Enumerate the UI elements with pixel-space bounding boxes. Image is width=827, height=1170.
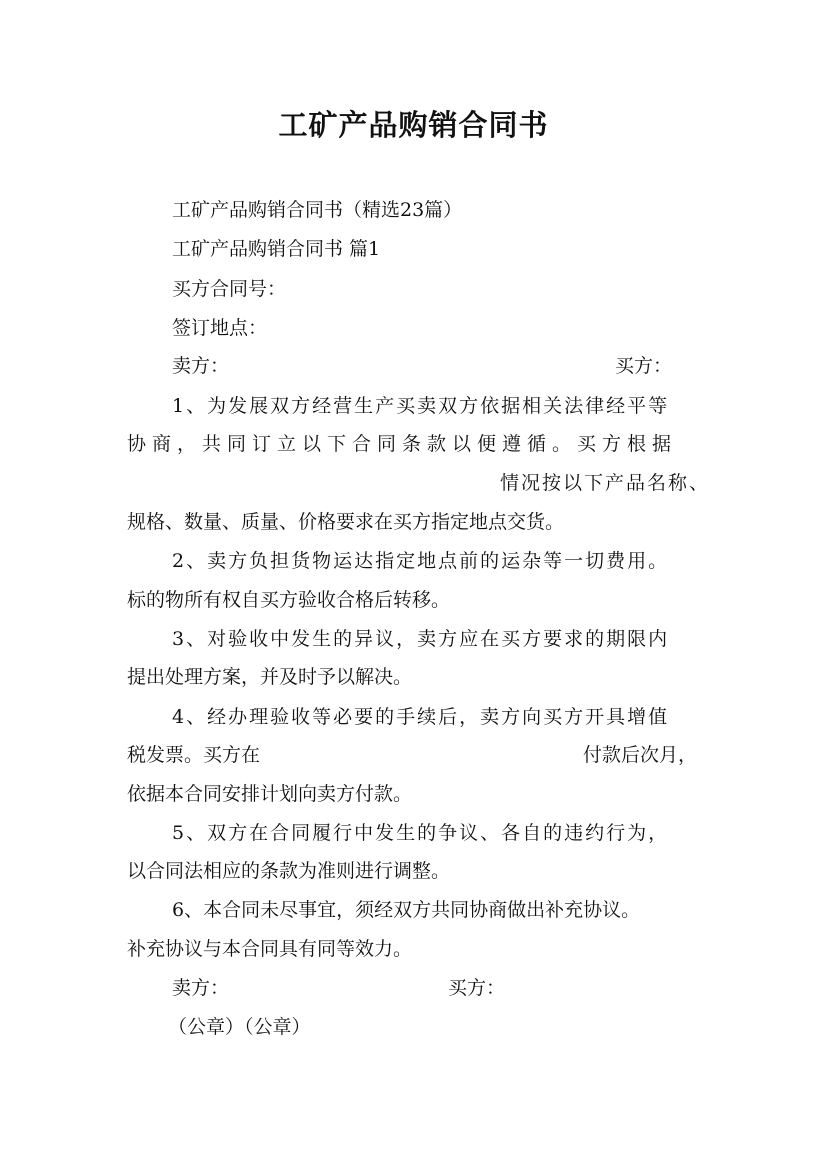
buyer-label-bottom: 买方： (448, 977, 506, 999)
clause-4-line-1: 4、经办理验收等必要的手续后，卖方向买方开具增值 (172, 706, 670, 728)
buyer-label-top: 买方： (615, 355, 673, 377)
signing-place-label: 签订地点： (172, 317, 268, 339)
clause-4-line-3: 依据本合同安排计划向卖方付款。 (127, 783, 413, 805)
clause-6-line-2: 补充协议与本合同具有同等效力。 (127, 938, 413, 960)
section-heading: 工矿产品购销合同书 篇1 (172, 238, 381, 260)
clause-3-line-1: 3、对验收中发生的异议，卖方应在买方要求的期限内 (172, 628, 670, 650)
clause-1-line-4: 规格、数量、质量、价格要求在买方指定地点交货。 (127, 511, 565, 533)
clause-6-line-1: 6、本合同未尽事宜，须经双方共同协商做出补充协议。 (172, 899, 641, 921)
clause-5-line-1: 5、双方在合同履行中发生的争议、各自的违约行为， (172, 822, 670, 844)
buyer-contract-number-label: 买方合同号： (172, 278, 287, 300)
clause-1-line-2: 协商，共同订立以下合同条款以便遵循。买方根据 (127, 433, 678, 455)
clause-4-line-2-end: 付款后次月， (583, 744, 698, 766)
clause-4-line-2-start: 税发票。买方在 (127, 744, 261, 766)
clause-1-line-1: 1、为发展双方经营生产买卖双方依据相关法律经平等 (172, 395, 670, 417)
document-title: 工矿产品购销合同书 (278, 108, 549, 142)
seller-label-top: 卖方： (172, 355, 230, 377)
clause-2-line-2: 标的物所有权自买方验收合格后转移。 (127, 589, 451, 611)
seller-label-bottom: 卖方： (172, 977, 230, 999)
clause-5-line-2: 以合同法相应的条款为准则进行调整。 (127, 860, 451, 882)
clause-1-line-3: 情况按以下产品名称、 (500, 472, 711, 494)
clause-3-line-2: 提出处理方案，并及时予以解决。 (127, 666, 413, 688)
document-subtitle: 工矿产品购销合同书（精选23篇） (172, 199, 463, 221)
clause-2-line-1: 2、卖方负担货物运达指定地点前的运杂等一切费用。 (172, 550, 670, 572)
seal-line: （公章）（公章） (168, 1016, 311, 1038)
